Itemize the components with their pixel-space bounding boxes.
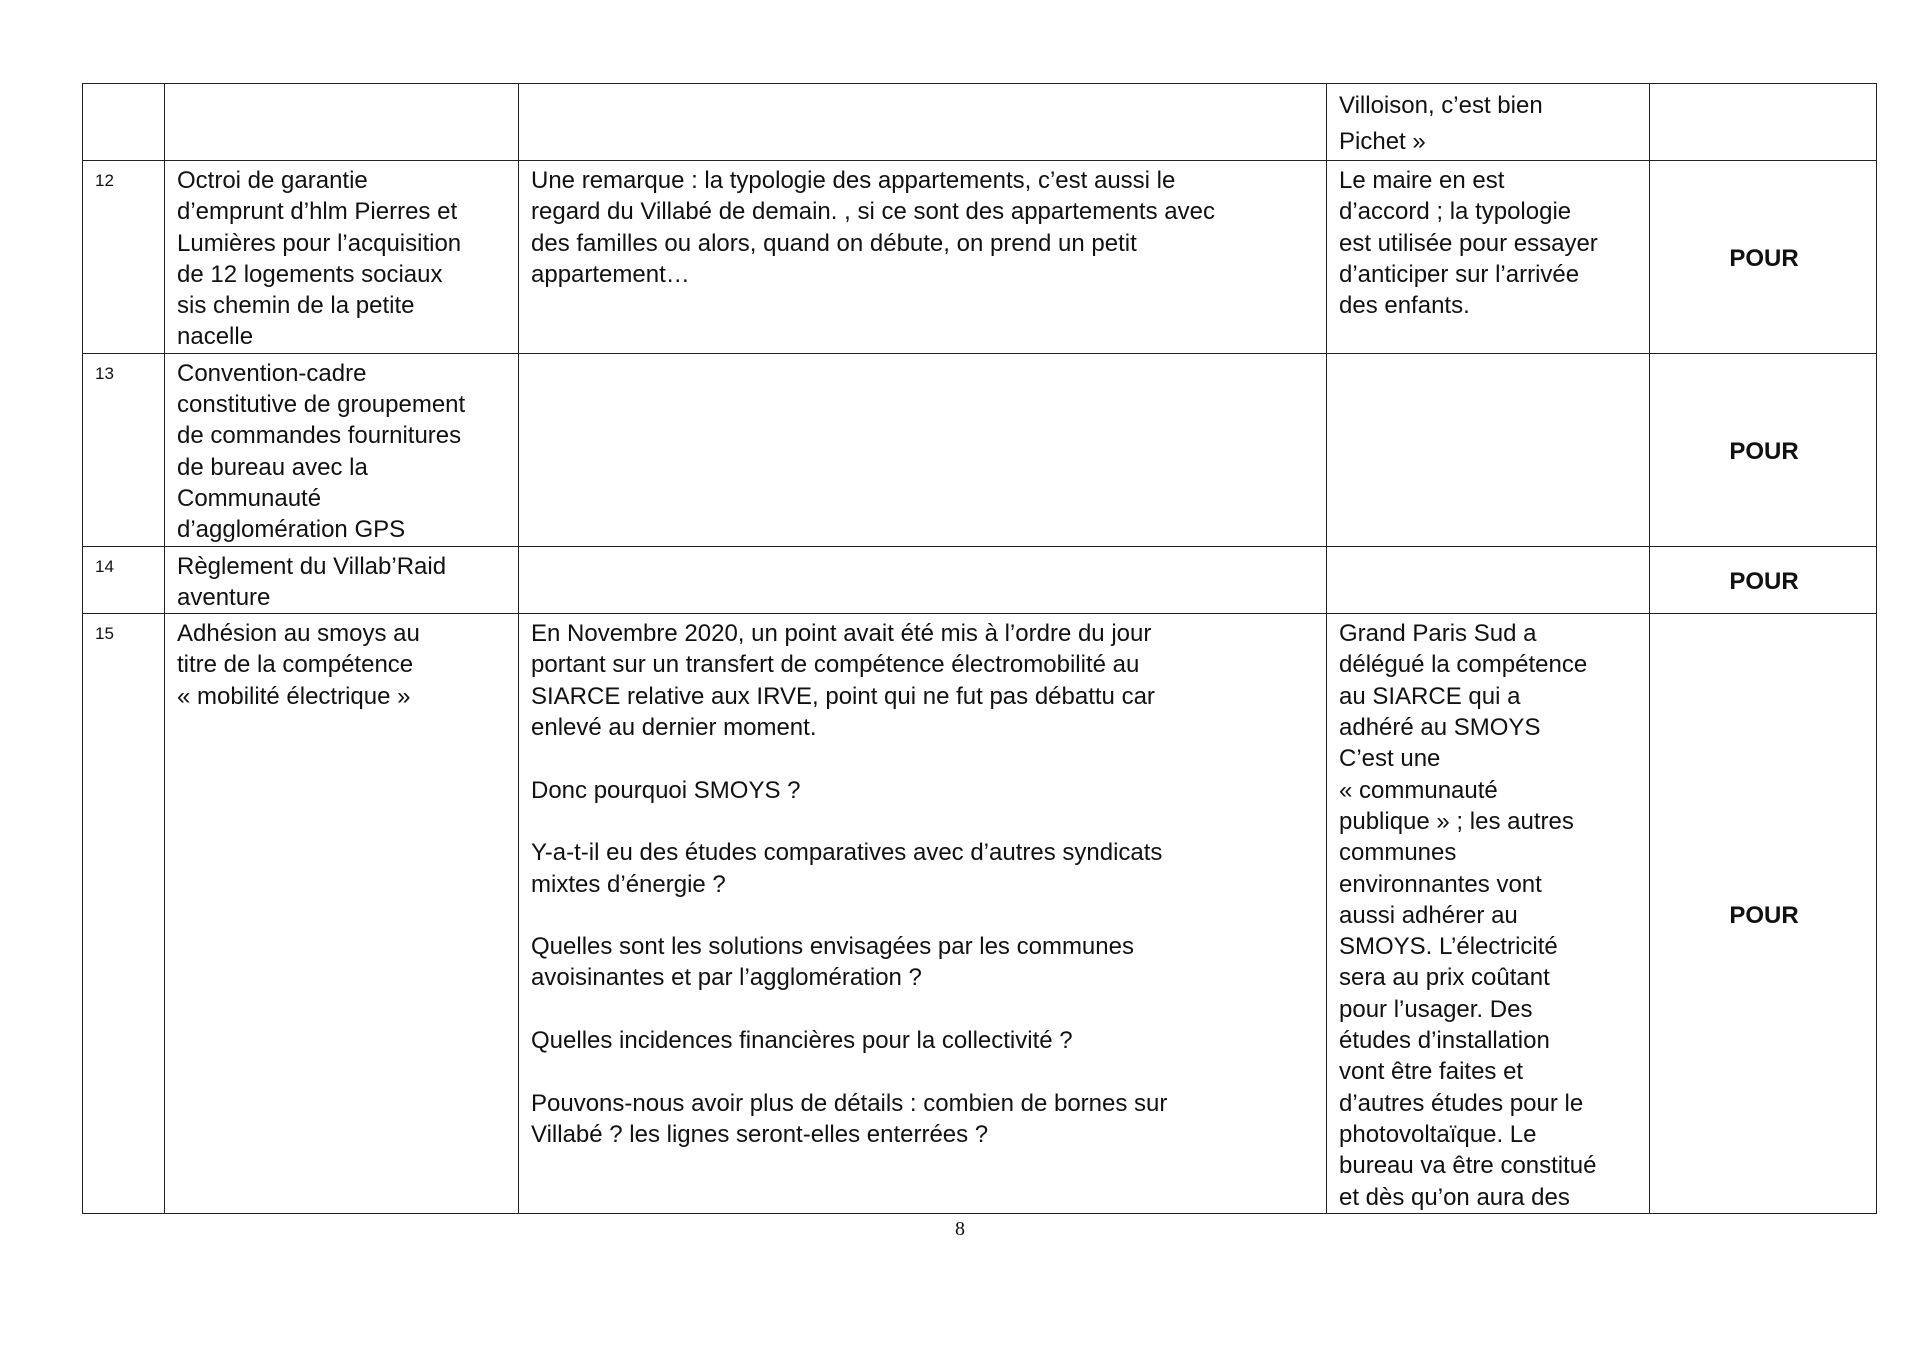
question-line — [531, 994, 1316, 1025]
question-line — [531, 743, 1316, 774]
table-row — [83, 614, 1877, 1214]
answer-line: sera au prix coûtant — [1339, 964, 1550, 992]
question-line: Donc pourquoi SMOYS ? — [531, 776, 801, 804]
answer-line: adhéré au SMOYS — [1339, 714, 1541, 742]
subject-line: de commandes fournitures — [177, 422, 462, 450]
table-row — [83, 161, 1877, 354]
subject-line: de bureau avec la — [177, 453, 368, 481]
question-line: Quelles incidences financières pour la collectivité ? — [531, 1027, 1073, 1055]
answer-line: d’accord ; la typologie — [1339, 198, 1572, 226]
item-number — [83, 84, 165, 161]
question-cell — [519, 84, 1327, 161]
answer-line: aussi adhérer au — [1339, 901, 1518, 929]
answer-line: publique » ; les autres — [1339, 807, 1574, 835]
question-cell — [519, 546, 1327, 614]
answer-cell — [1327, 353, 1650, 546]
answer-line: et dès qu’on aura des — [1339, 1183, 1570, 1211]
subject-cell — [165, 84, 519, 161]
deliberations-table — [82, 83, 1877, 1214]
answer-line: Grand Paris Sud a — [1339, 620, 1537, 648]
question-line: avoisinantes et par l’agglomération ? — [531, 964, 922, 992]
answer-line: d’anticiper sur l’arrivée — [1339, 260, 1580, 288]
subject-cell — [165, 546, 519, 614]
item-number: 13 — [83, 353, 165, 546]
subject-cell — [165, 353, 519, 546]
vote-result: POUR — [1650, 546, 1877, 614]
subject-line: constitutive de groupement — [177, 391, 466, 419]
subject-line: Adhésion au smoys au — [177, 620, 420, 648]
answer-line: délégué la compétence — [1339, 651, 1588, 679]
subject-line: nacelle — [177, 323, 254, 351]
subject-line: sis chemin de la petite — [177, 292, 415, 320]
answer-cell — [1327, 546, 1650, 614]
table-row — [83, 546, 1877, 614]
question-line: SIARCE relative aux IRVE, point qui ne fut pas débattu car — [531, 682, 1155, 710]
question-line: mixtes d’énergie ? — [531, 870, 726, 898]
answer-line: Le maire en est — [1339, 167, 1505, 194]
page-number: 8 — [955, 1218, 965, 1240]
question-line: Y-a-t-il eu des études comparatives avec d’autres syndicats — [531, 839, 1163, 867]
subject-cell — [165, 161, 519, 354]
question-line — [531, 806, 1316, 837]
question-line: portant sur un transfert de compétence électromobilité au — [531, 651, 1140, 679]
table-row — [83, 84, 1877, 161]
question-line: En Novembre 2020, un point avait été mis à l’ordre du jour — [531, 620, 1152, 648]
item-number: 15 — [83, 614, 165, 1214]
answer-line: bureau va être constitué — [1339, 1152, 1597, 1180]
subject-line: d’agglomération GPS — [177, 516, 406, 544]
answer-line: « communauté — [1339, 776, 1498, 804]
vote-result: POUR — [1650, 353, 1877, 546]
answer-cell — [1327, 161, 1650, 354]
question-line: des familles ou alors, quand on débute, on prend un petit — [531, 229, 1137, 257]
answer-cell — [1327, 84, 1650, 161]
table-row — [83, 353, 1877, 546]
answer-line: C’est une — [1339, 745, 1441, 773]
answer-line: des enfants. — [1339, 292, 1470, 320]
subject-line: aventure — [177, 583, 271, 611]
question-cell — [519, 353, 1327, 546]
answer-line: environnantes vont — [1339, 870, 1542, 898]
question-line — [531, 900, 1316, 931]
answer-line: communes — [1339, 839, 1457, 867]
answer-line: pour l’usager. Des — [1339, 995, 1533, 1023]
question-line: Une remarque : la typologie des appartements, c’est aussi le — [531, 167, 1176, 194]
vote-result: POUR — [1650, 614, 1877, 1214]
question-line: regard du Villabé de demain. , si ce sont des appartements avec — [531, 198, 1215, 226]
question-line: appartement… — [531, 260, 690, 288]
question-cell — [519, 161, 1327, 354]
question-line: Quelles sont les solutions envisagées par les communes — [531, 933, 1134, 961]
item-number: 12 — [83, 161, 165, 354]
question-cell — [519, 614, 1327, 1214]
answer-line: Pichet » — [1339, 128, 1426, 155]
answer-line: Villoison, c’est bien — [1339, 92, 1543, 119]
subject-line: Règlement du Villab’Raid — [177, 552, 447, 580]
answer-line: SMOYS. L’électricité — [1339, 933, 1558, 961]
answer-line: études d’installation — [1339, 1027, 1550, 1055]
subject-line: titre de la compétence — [177, 651, 414, 679]
question-line: Villabé ? les lignes seront-elles enterrées ? — [531, 1120, 989, 1148]
answer-line: photovoltaïque. Le — [1339, 1120, 1537, 1148]
subject-line: Convention-cadre — [177, 359, 367, 387]
vote-result: POUR — [1650, 161, 1877, 354]
item-number: 14 — [83, 546, 165, 614]
answer-line: d’autres études pour le — [1339, 1089, 1584, 1117]
subject-cell — [165, 614, 519, 1214]
answer-line: est utilisée pour essayer — [1339, 229, 1598, 257]
question-line: Pouvons-nous avoir plus de détails : combien de bornes sur — [531, 1089, 1168, 1117]
question-line: enlevé au dernier moment. — [531, 714, 817, 742]
subject-line: d’emprunt d’hlm Pierres et — [177, 198, 458, 226]
answer-line: vont être faites et — [1339, 1058, 1524, 1086]
vote-result — [1650, 84, 1877, 161]
answer-line: au SIARCE qui a — [1339, 682, 1521, 710]
subject-line: Octroi de garantie — [177, 167, 368, 194]
subject-line: de 12 logements sociaux — [177, 260, 443, 288]
subject-line: « mobilité électrique » — [177, 682, 411, 710]
subject-line: Lumières pour l’acquisition — [177, 229, 462, 257]
subject-line: Communauté — [177, 484, 322, 512]
answer-cell — [1327, 614, 1650, 1214]
question-line — [531, 1056, 1316, 1087]
